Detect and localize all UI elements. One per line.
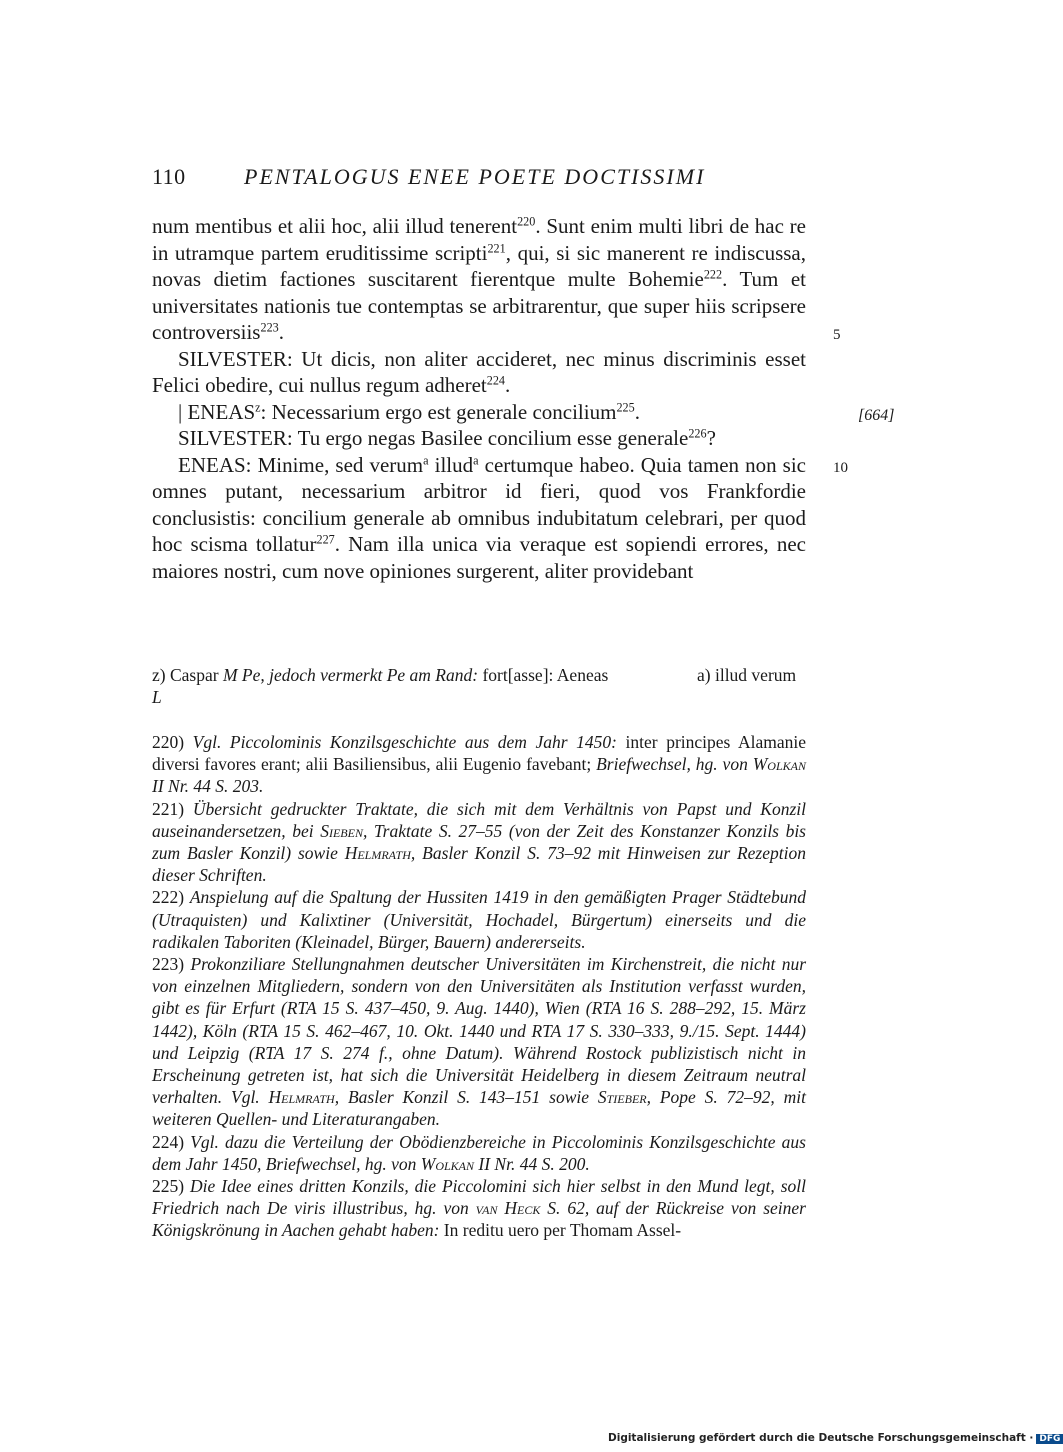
footnote-ref-222[interactable]: 222 bbox=[703, 267, 723, 282]
footnotes bbox=[152, 731, 806, 1242]
footnote-225: 225) Die Idee eines dritten Konzils, die Piccolomini sich hier selbst in den Mund legt, soll Friedrich nach De viris illustribus, hg. von van Heck S. 62, auf der Rückreise von seiner Königskrönung in Aachen gehabt haben: In reditu uero per Thomam Assel- bbox=[152, 1176, 806, 1241]
paragraph-4: SILVESTER: Tu ergo negas Basilee concilium esse generale$^{226}$? bbox=[178, 426, 716, 450]
paragraph-5: ENEAS: Minime, sed verum$^a$ illud$^a$ certumque habeo. Quia tamen non sic omnes putant, necessarium arbitror id fieri, quod vos Frankfordie conclusistis: concilium generale ab omnibus indubitatum celebrari, per quod hoc scisma tollatur$^{227}$. Nam illa unica via veraque est sopiendi errores, nec maiores nostri, cum nove opiniones surgerent, aliter providebant bbox=[152, 452, 807, 583]
footnote-ref-221[interactable]: 221 bbox=[487, 240, 506, 255]
critical-apparatus bbox=[152, 664, 806, 708]
footnote-ref-226[interactable]: 226 bbox=[688, 426, 707, 441]
footnote-ref-225[interactable]: 225 bbox=[616, 399, 635, 414]
running-header bbox=[152, 164, 812, 194]
footnote-ref-224[interactable]: 224 bbox=[486, 373, 505, 388]
apparatus-note-a: a) illud verum bbox=[697, 665, 797, 685]
paragraph-3: | ENEAS$^z$: Necessarium ergo est generale concilium$^{225}$. bbox=[178, 399, 640, 424]
footnote-224: 224) Vgl. dazu die Verteilung der Obödienzbereiche in Piccolominis Konzilsgeschichte aus dem Jahr 1450, Briefwechsel, hg. von Wolkan II Nr. 44 S. 200. bbox=[152, 1131, 806, 1174]
running-title: PENTALOGUS ENEE POETE DOCTISSIMI bbox=[244, 164, 706, 189]
footnote-220: 220) Vgl. Piccolominis Konzilsgeschichte aus dem Jahr 1450: inter principes Alamanie diversi favores erant; alii Basiliensibus, alii Eugenio favebant; Briefwechsel, hg. von Wolkan II Nr. 44 S. 203. bbox=[152, 732, 806, 797]
margin-page-reference: [664] bbox=[858, 407, 895, 424]
page-number: 110 bbox=[152, 164, 186, 189]
paragraph-2: SILVESTER: Ut dicis, non aliter accideret, nec minus discriminis esset Felici obedire, cui nullus regum adheret$^{224}$. bbox=[152, 346, 806, 397]
apparatus-ref-a-2[interactable]: a bbox=[473, 452, 479, 467]
line-number-5: 5 bbox=[833, 327, 841, 343]
footnote-221: 221) Übersicht gedruckter Traktate, die sich mit dem Verhältnis von Papst und Konzil auseinandersetzen, bei Sieben, Traktate S. 27–55 (von der Zeit des Konstanzer Konzils bis zum Basler Konzil) sowie Helmrath, Basler Konzil S. 73–92 mit Hinweisen zur Rezeption dieser Schriften. bbox=[152, 798, 806, 886]
footnote-ref-223[interactable]: 223 bbox=[260, 320, 279, 335]
apparatus-ref-z[interactable]: z bbox=[255, 399, 261, 414]
apparatus-ref-a[interactable]: a bbox=[423, 452, 429, 467]
funding-footer: Digitalisierung gefördert durch die Deutsche Forschungsgemeinschaft · DFG bbox=[608, 1432, 1063, 1444]
dfg-logo: DFG bbox=[1036, 1434, 1063, 1444]
footnote-222: 222) Anspielung auf die Spaltung der Hussiten 1419 in den gemäßigten Prager Städtebund (Utraquisten) und Kalixtiner (Universität, Hochadel, Bürgertum) einerseits und die radikalen Taboriten (Kleinadel, Bürger, Bauern) andererseits. bbox=[152, 887, 806, 952]
apparatus-note-z: z) Caspar M Pe, jedoch vermerkt Pe am Rand: fort[asse]: Aeneas L bbox=[152, 665, 609, 707]
footnote-ref-227[interactable]: 227 bbox=[316, 532, 335, 547]
line-number-10: 10 bbox=[833, 460, 848, 476]
paragraph-1: num mentibus et alii hoc, alii illud tenerent$^{220}$. Sunt enim multi libri de hac re in utramque partem eruditissime scripti$^{221}$, qui, si sic manerent re indiscussa, novas dietim factiones suscitarent fierentque multe Bohemie$^{222}$. Tum et universitates nationis tue contemptas se arbitrarentur, que super hiis scripsere controversiis$^{223}$. bbox=[152, 214, 807, 344]
footnote-ref-220[interactable]: 220 bbox=[517, 214, 536, 229]
footnote-223: 223) Prokonziliare Stellungnahmen deutscher Universitäten im Kirchenstreit, die nicht nur von einzelnen Mitgliedern, sondern von den Universitäten als Institution verfasst wurden, gibt es für Erfurt (RTA 15 S. 437–450, 9. Aug. 1440), Wien (RTA 16 S. 288–292, 15. März 1442), Köln (RTA 15 S. 462–467, 10. Okt. 1440 und RTA 17 S. 330–333, 9./15. Sept. 1444) und Leipzig (RTA 17 S. 274 f., ohne Datum). Während Rostock publizistisch nicht in Erscheinung getreten ist, hat sich die Universität Heidelberg in diesem Zeitraum neutral verhalten. Vgl. Helmrath, Basler Konzil S. 143–151 sowie Stieber, Pope S. 72–92, mit weiteren Quellen- und Literaturangaben. bbox=[152, 954, 807, 1130]
main-text bbox=[152, 213, 806, 584]
